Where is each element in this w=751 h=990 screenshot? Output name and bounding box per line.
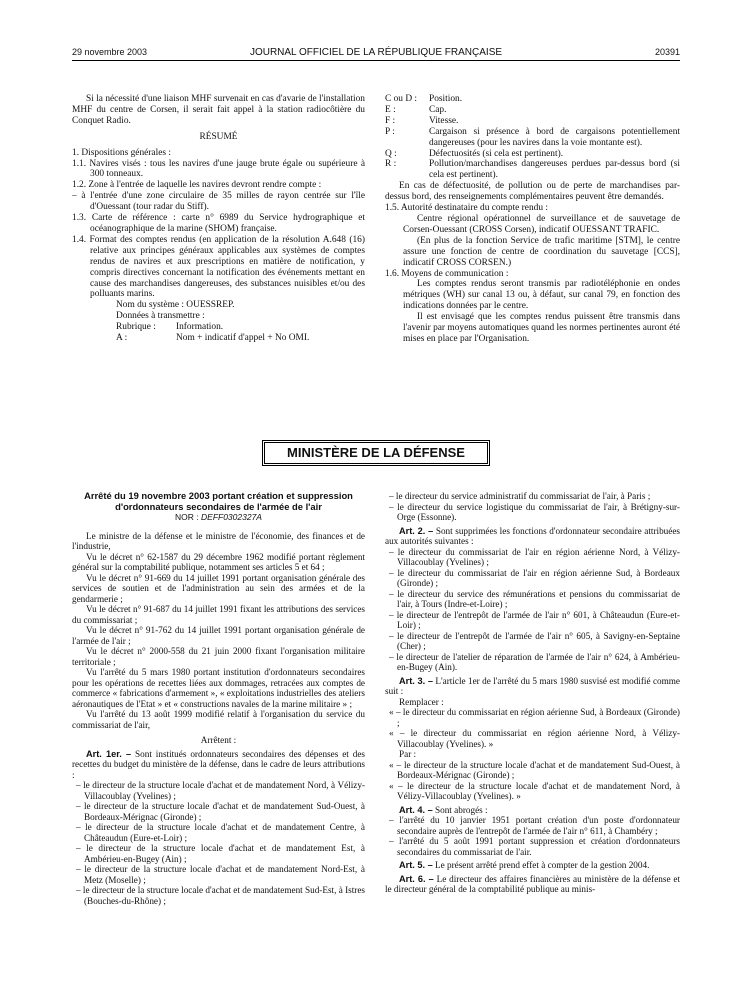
visa-paragraph: Vu le décret n° 91-762 du 14 juillet 1991 portant organisation générale de l'armée de l'air ; bbox=[72, 625, 365, 646]
section-1-2-item: – à l'entrée d'une zone circulaire de 35 milles de rayon centrée sur l'île d'Ouessant (tour radar du Stiff). bbox=[72, 191, 365, 213]
article-2-items bbox=[385, 547, 680, 673]
article-4-text: Sont abrogés : bbox=[435, 804, 488, 815]
article-4-item: – l'arrêté du 5 août 1991 portant suppression et création d'ordonnateurs secondaires du commissariat de l'air. bbox=[389, 836, 680, 857]
visa-paragraph: Vu le décret n° 2000-558 du 21 juin 2000 fixant l'organisation militaire territoriale ; bbox=[72, 646, 365, 667]
section-1: 1. Dispositions générales : bbox=[72, 147, 171, 158]
left-bottom-column bbox=[72, 491, 365, 906]
article-2 bbox=[385, 526, 680, 547]
article-3-new-item: « – le directeur de la structure locale d'achat et de mandatement Nord, à Vélizy-Villacoublay (Yvelines). » bbox=[389, 780, 680, 801]
section-1-5-b: (En plus de la fonction Service de trafic maritime [STM], le centre assure une fonction de centre de coordination du sauvetage [CCS], indicatif CROSS CORSEN.) bbox=[403, 235, 680, 268]
article-1-item: – le directeur de la structure locale d'achat et de mandatement Est, à Ambérieu-en-Bugey (Ain) ; bbox=[76, 843, 365, 864]
intro-paragraph: Si la nécessité d'une liaison MHF survenait en cas d'avarie de l'installation MHF du centre de Corsen, il serait fait appel à la station radiocôtière du Conquet Radio. bbox=[72, 94, 365, 126]
visa-paragraph: Vu l'arrêté du 5 mars 1980 portant institution d'ordonnateurs secondaires pour les opérations de recettes liées aux dommages, retracées aux comptes de commerce « fabrications d'armement », « exploitations industrielles des ateliers aéronautiques de l'Etat » et « constructions navales de la marine militaire » ; bbox=[72, 667, 365, 709]
def-key: P : bbox=[385, 126, 395, 137]
resume-heading: RÉSUMÉ bbox=[199, 131, 238, 142]
article-1 bbox=[72, 749, 365, 781]
par: Par : bbox=[399, 749, 417, 759]
article-4-label: Art. 4. – bbox=[399, 804, 433, 815]
article-1-item: – le directeur du service administratif du commissariat de l'air, à Paris ; bbox=[389, 491, 651, 501]
article-3-old-item: « – le directeur du commissariat en région aérienne Nord, à Vélizy-Villacoublay (Yvelines). » bbox=[389, 728, 680, 749]
article-6-text: Le directeur des affaires financières au ministère de la défense et le directeur général de la comptabilité publique au minis- bbox=[385, 873, 681, 894]
visa-paragraph: Vu le décret n° 62-1587 du 29 décembre 1962 modifié portant règlement général sur la comptabilité publique, notamment ses articles 5 et 64 ; bbox=[72, 551, 365, 572]
visas-list bbox=[72, 531, 365, 731]
article-3-new bbox=[385, 760, 680, 802]
a-row bbox=[72, 333, 365, 344]
def-value: Position. bbox=[429, 94, 463, 104]
section-1-2: 1.2. Zone à l'entrée de laquelle les navires devront rendre compte : bbox=[72, 180, 322, 191]
def-key: R : bbox=[385, 159, 397, 170]
def-row bbox=[385, 159, 680, 181]
article-4-item: – l'arrêté du 10 janvier 1951 portant création d'un poste d'ordonnateur secondaire auprès de l'entrepôt de l'armée de l'air n° 611, à Chambéry ; bbox=[389, 815, 680, 836]
section-1-6-b: Il est envisagé que les comptes rendus puissent être transmis dans l'avenir par moyens automatiques quand les normes pertinentes auront été mises en place par l'Organisation. bbox=[403, 312, 680, 344]
nor-label: NOR : bbox=[175, 512, 199, 522]
data-to-transmit: Données à transmettre : bbox=[116, 311, 205, 322]
article-1-item: – le directeur de la structure locale d'achat et de mandatement Nord-Est, à Metz (Moselle) ; bbox=[76, 864, 365, 885]
article-1-label: Art. 1er. – bbox=[86, 748, 132, 759]
nor-value: DEFF0302327A bbox=[201, 512, 262, 522]
article-3-label: Art. 3. – bbox=[399, 675, 433, 686]
system-name: Nom du système : OUESSREP. bbox=[116, 300, 235, 311]
defs-list bbox=[385, 94, 680, 181]
article-1-item: – le directeur de la structure locale d'achat et de mandatement Nord, à Vélizy-Villacoublay (Yvelines) ; bbox=[76, 780, 365, 801]
right-top-column bbox=[385, 94, 680, 345]
a-value: Nom + indicatif d'appel + No OMI. bbox=[176, 333, 310, 344]
article-3-old-item: « – le directeur du commissariat en région aérienne Sud, à Bordeaux (Gironde) ; bbox=[389, 707, 680, 728]
def-key: Q : bbox=[385, 148, 397, 159]
article-1-items bbox=[72, 780, 365, 906]
article-6 bbox=[385, 874, 680, 895]
article-2-text: Sont supprimées les fonctions d'ordonnateur secondaire attribuées aux autorités suivantes : bbox=[385, 525, 681, 546]
article-3-old bbox=[385, 707, 680, 749]
article-2-label: Art. 2. – bbox=[399, 525, 434, 536]
def-value: Pollution/marchandises dangereuses perdues par-dessus bord (si cela est pertinent). bbox=[429, 159, 680, 181]
section-1-6-a: Les comptes rendus seront transmis par radiotéléphonie en ondes métriques (WH) sur canal 13 ou, à défaut, sur canal 79, en fonction des indications données par le centre. bbox=[403, 279, 680, 312]
article-3-text: L'article 1er de l'arrêté du 5 mars 1980 susvisé est modifié comme suit : bbox=[385, 675, 681, 696]
header-date: 29 novembre 2003 bbox=[72, 47, 148, 57]
header-rule bbox=[72, 60, 680, 61]
article-4-items bbox=[385, 815, 680, 857]
article-2-item: – le directeur du service des rémunérations et pensions du commissariat de l'air, à Tours (Indre-et-Loire) ; bbox=[389, 588, 680, 609]
ministry-banner: MINISTÈRE DE LA DÉFENSE bbox=[262, 440, 490, 466]
def-key: F : bbox=[385, 115, 396, 126]
section-1-5: 1.5. Autorité destinataire du compte rendu : bbox=[385, 203, 548, 214]
cas-paragraph: En cas de défectuosité, de pollution ou de perte de marchandises par-dessus bord, des renseignements complémentaires peuvent être demandés. bbox=[385, 181, 680, 203]
section-1-1: 1.1. Navires visés : tous les navires d'une jauge brute égale ou supérieure à 300 tonneaux. bbox=[72, 158, 365, 180]
section-1-3: 1.3. Carte de référence : carte n° 6989 du Service hydrographique et océanographique de la marine (SHOM) française. bbox=[72, 213, 365, 234]
arretent-heading: Arrêtent : bbox=[200, 735, 237, 745]
article-2-item: – le directeur du commissariat de l'air en région aérienne Nord, à Vélizy-Villacoublay (Yvelines) ; bbox=[389, 546, 680, 567]
article-2-item: – le directeur de l'entrepôt de l'armée de l'air n° 601, à Châteaudun (Eure-et-Loir) ; bbox=[389, 609, 680, 630]
def-row bbox=[385, 94, 680, 105]
visa-paragraph: Vu le décret n° 91-669 du 14 juillet 1991 portant organisation générale des services de soutien et de l'administration au sein des armées et de la gendarmerie ; bbox=[72, 572, 365, 604]
article-1-item: – le directeur de la structure locale d'achat et de mandatement Sud-Est, à Istres (Bouches-du-Rhône) ; bbox=[76, 885, 365, 906]
def-key: C ou D : bbox=[385, 94, 418, 104]
visa-paragraph: Vu l'arrêté du 13 août 1999 modifié relatif à l'organisation du service du commissariat de l'air, bbox=[72, 709, 365, 730]
def-value: Cargaison si présence à bord de cargaisons potentiellement dangereuses (pour les navires dans la voie montante est). bbox=[429, 126, 680, 148]
article-2-item: – le directeur de l'atelier de réparation de l'armée de l'air n° 624, à Ambérieu-en-Bugey (Ain). bbox=[389, 651, 680, 672]
article-2-item: – le directeur du commissariat de l'air en région aérienne Sud, à Bordeaux (Gironde) ; bbox=[389, 567, 680, 588]
article-1-item: – le directeur du service logistique du commissariat de l'air, à Brétigny-sur-Orge (Essonne). bbox=[389, 501, 680, 522]
remplacer: Remplacer : bbox=[399, 696, 444, 707]
section-1-4: 1.4. Format des comptes rendus (en application de la résolution A.648 (16) relative aux principes généraux applicables aux systèmes de comptes rendus de navires et aux prescriptions en matière de notification, y compris directives concernant la notification des événements mettant en cause des marchandises dangereuses, des substances nuisibles et/ou des polluants marins. bbox=[72, 234, 365, 300]
def-value: Vitesse. bbox=[429, 115, 459, 126]
page-number: 20391 bbox=[654, 47, 680, 57]
article-2-item: – le directeur de l'entrepôt de l'armée de l'air n° 605, à Savigny-en-Septaine (Cher) ; bbox=[389, 630, 680, 651]
article-1-text: Sont institués ordonnateurs secondaires des dépenses et des recettes du budget du ministère de la défense, dans le cadre de leurs attributions : bbox=[72, 748, 365, 780]
def-value: Cap. bbox=[429, 104, 447, 115]
def-row bbox=[385, 105, 680, 116]
article-6-label: Art. 6. – bbox=[399, 873, 434, 884]
def-row bbox=[385, 149, 680, 160]
article-4 bbox=[385, 805, 680, 816]
def-row bbox=[385, 127, 680, 149]
def-key: E : bbox=[385, 104, 396, 115]
section-1-5-a: Centre régional opérationnel de surveillance et de sauvetage de Corsen-Ouessant (CROSS Corsen), indicatif OUESSANT TRAFIC. bbox=[403, 213, 680, 235]
a-key: A : bbox=[116, 333, 128, 344]
article-1-item: – le directeur de la structure locale d'achat et de mandatement Sud-Ouest, à Bordeaux-Mérignac (Gironde) ; bbox=[76, 801, 365, 822]
nor-line bbox=[72, 512, 365, 523]
section-1-6: 1.6. Moyens de communication : bbox=[385, 268, 509, 279]
arrete-title: Arrêté du 19 novembre 2003 portant création et suppression d'ordonnateurs secondaires de l'armée de l'air bbox=[84, 490, 353, 512]
def-row bbox=[385, 116, 680, 127]
article-5-text: Le présent arrêté prend effet à compter de la gestion 2004. bbox=[435, 860, 650, 870]
def-value: Défectuosités (si cela est pertinent). bbox=[429, 148, 564, 159]
left-top-column bbox=[72, 94, 365, 344]
rubrique-row bbox=[72, 322, 365, 333]
rubrique-value: Information. bbox=[176, 322, 224, 333]
article-5-label: Art. 5. – bbox=[399, 860, 433, 870]
visa-paragraph: Vu le décret n° 91-687 du 14 juillet 1991 fixant les attributions des services du commissariat ; bbox=[72, 604, 365, 625]
article-3 bbox=[385, 676, 680, 697]
article-1-item: – le directeur de la structure locale d'achat et de mandatement Centre, à Châteaudun (Eure-et-Loir) ; bbox=[76, 822, 365, 843]
right-top-items bbox=[385, 491, 680, 523]
visa-paragraph: Le ministre de la défense et le ministre de l'économie, des finances et de l'industrie, bbox=[72, 530, 365, 551]
rubrique-key: Rubrique : bbox=[116, 322, 156, 333]
article-3-new-item: « – le directeur de la structure locale d'achat et de mandatement Sud-Ouest, à Bordeaux-Mérignac (Gironde) ; bbox=[389, 759, 680, 780]
journal-title: JOURNAL OFFICIEL DE LA RÉPUBLIQUE FRANÇAISE bbox=[249, 47, 503, 58]
article-5 bbox=[385, 860, 680, 871]
right-bottom-column bbox=[385, 491, 680, 895]
